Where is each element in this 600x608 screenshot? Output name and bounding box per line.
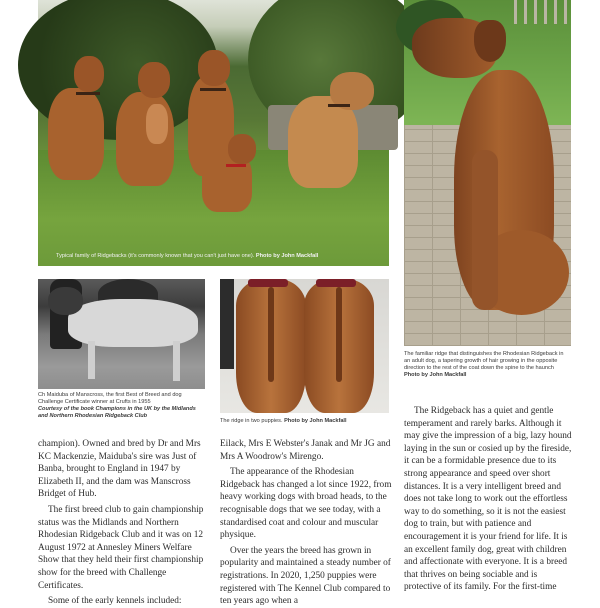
paragraph: Over the years the breed has grown in popularity and maintained a steady number of registrations. In 2020, 1,250 puppies were registered with The Kennel Club compared to ten years ago when a [220,545,391,607]
dog-leg [472,150,498,310]
dog-head [198,50,230,86]
dog-body [68,299,198,347]
paragraph: champion). Owned and bred by Dr and Mrs KC Mackenzie, Maiduba's sire was Just of Banba, brought to England in 1947 by Elizabeth II, and the dam was Manscross Bridget of Hub. [38,439,201,500]
dog-head [74,56,104,92]
puppy-head [228,134,256,164]
dog [48,88,104,180]
ridgeback-sitting-photo [404,0,571,346]
background-shadow [220,279,234,369]
ridge [336,287,342,382]
collar [248,279,288,287]
article-column-1 [38,438,210,608]
photo4-caption: The ridge in two puppies. Photo by John Mackfall [220,418,347,424]
puppy [236,279,306,413]
dog-leg [173,341,180,381]
paragraph: The Ridgeback has a quiet and gentle temperament and rarely barks. Although it may give the impression of a big, lazy hound laying in the sun or cosied up by the fireside, it can be a formidable presence due to its strong appearance and speed over short distances. It is a very intelligent breed and does not take long to work out the effortless way to do something, so it is not the easiest dog to train, but with patience and encouragement it is your friend for life. It is an excellent family dog, great with children and affectionate with everyone. It is a breed that thrives on being sociable and is protective of its family. For the first-time [404,406,572,593]
paragraph: Eilack, Mrs E Webster's Janak and Mr JG and Mrs A Woodrow's Mirengo. [220,439,391,462]
paragraph: Some of the early kennels included: [48,596,182,607]
article-column-3 [404,402,574,594]
puppy [304,279,374,413]
collar [316,279,356,287]
photo3-caption: Ch Maiduba of Manscross, the first Best of Breed and dog Challenge Certificate winner at Crufts in 1955 Courtesy of the book Champions in the UK by the Midlands and Northern Rhodesian Ridgeback Club [38,392,196,419]
red-collar [226,164,246,167]
ridge [268,287,274,382]
collar [328,104,350,107]
article-column-2 [220,438,392,608]
photo1-caption: Typical family of Ridgebacks (it's commonly known that you can't just have one). Photo by John Mackfall [56,253,319,259]
dog-head [138,62,170,98]
ridgeback-family-photo [38,0,389,266]
puppies-ridge-photo [220,279,389,413]
fence [514,0,574,24]
dog-chest [146,104,168,144]
collar [200,88,226,91]
collar [76,92,100,95]
dog-leg [88,341,95,379]
maiduba-photo [38,279,205,389]
paragraph: The first breed club to gain championship status was the Midlands and Northern Rhodesian Ridgeback Club and it was on 12 August 1972 at Annesley Miners Welfare Show that they held their first championship show for the breed with Challenge Certificates. [38,504,204,591]
paragraph: The appearance of the Rhodesian Ridgeback has changed a lot since 1922, from heavy working dogs with broad heads, to the recognisable dogs that we see today, with a standardised coat and colour and muscular physique. [220,467,392,541]
photo2-caption: The familiar ridge that distinguishes the Rhodesian Ridgeback in an adult dog, a tapering growth of hair growing in the opposite direction to the rest of the coat down the spine to the haunch Photo by John Mackfall [404,351,564,378]
dog-head [48,287,83,315]
dog-ear [474,20,506,62]
